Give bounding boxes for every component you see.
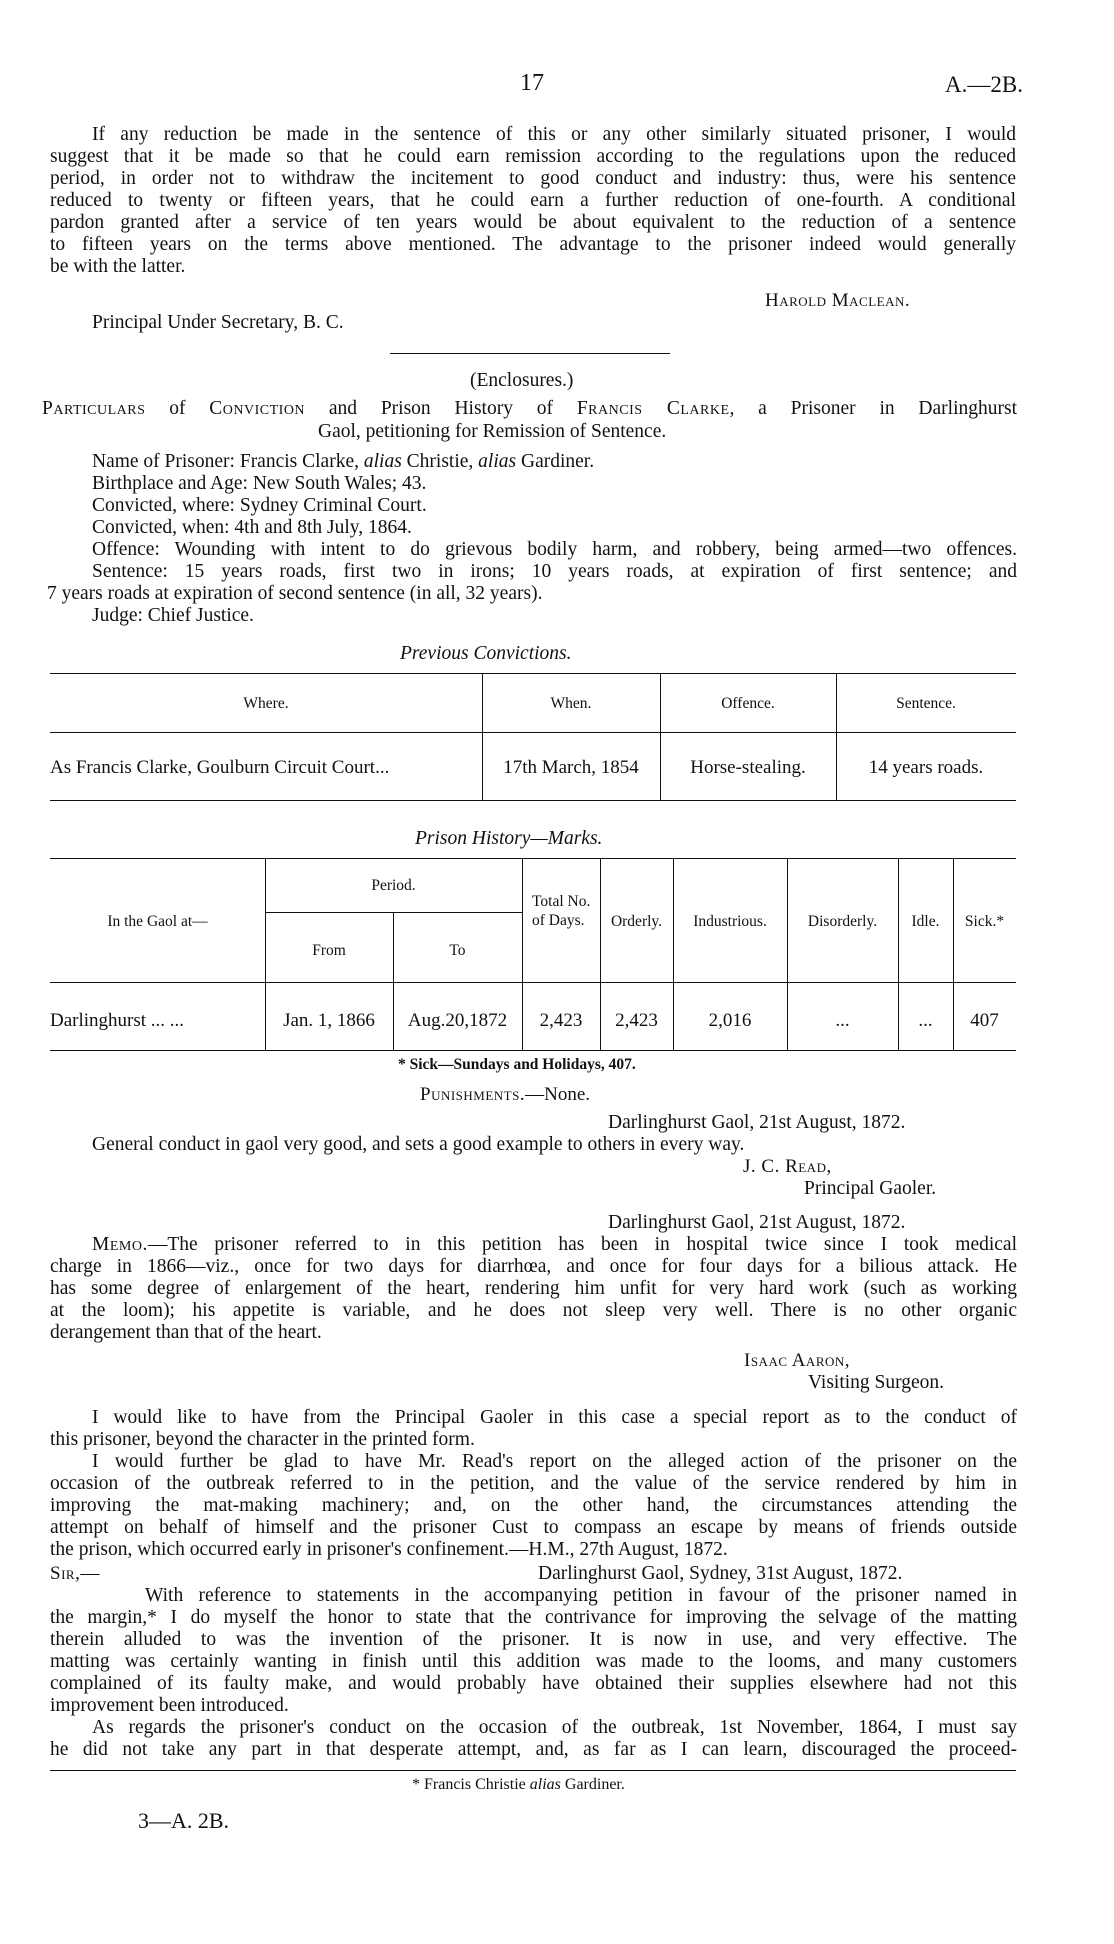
particulars-text: and Prison History of <box>305 398 577 419</box>
intro-line: suggest that it be made so that he could earn remission according to the regulations upon the reduced <box>50 146 1016 167</box>
cell-disorderly: ... <box>835 1010 850 1031</box>
intro-line: be with the latter. <box>50 256 186 277</box>
footnote-text: * Francis Christie <box>412 1776 530 1793</box>
particulars-heading <box>42 398 1017 421</box>
detail-birthplace: Birthplace and Age: New South Wales; 43. <box>92 473 427 494</box>
memo-line: derangement than that of the heart. <box>50 1322 322 1343</box>
table-divider <box>836 673 837 800</box>
request-line: attempt on behalf of himself and the prisoner Cust to compass an escape by means of friends outside <box>50 1517 1017 1538</box>
letter-line: the margin,* I do myself the honor to state that the contrivance for improving the selvage of the matting <box>50 1607 1017 1628</box>
col-header-total-days: Total No. of Days. <box>532 893 591 929</box>
memo-line <box>92 1234 1017 1257</box>
cell-from: Jan. 1, 1866 <box>283 1010 375 1031</box>
request-line: I would further be glad to have Mr. Read's report on the alleged action of the prisoner on the <box>92 1451 1017 1472</box>
detail-value: Gardiner. <box>516 451 595 472</box>
cell-where: As Francis Clarke, Goulburn Circuit Court... <box>50 757 390 778</box>
table-rule <box>50 732 1016 733</box>
memo-line: charge in 1866—viz., once for two days for diarrhœa, and once for four days for a bilious attack. He <box>50 1256 1017 1277</box>
letter-date: Darlinghurst Gaol, Sydney, 31st August, 1872. <box>538 1563 903 1584</box>
col-header-from: From <box>312 942 346 959</box>
particulars-word: Particulars <box>42 398 146 419</box>
punishments-line <box>420 1084 590 1106</box>
separator-rule <box>390 353 670 354</box>
memo-line: has some degree of enlargement of the heart, rendering him unfit for very hard work (such as working <box>50 1278 1017 1299</box>
gaoler-report-date: Darlinghurst Gaol, 21st August, 1872. <box>608 1112 906 1133</box>
intro-line: reduced to twenty or fifteen years, that he could earn a further reduction of one-fourth. A conditional <box>50 190 1016 211</box>
col-header-sick: Sick.* <box>964 913 1005 930</box>
memo-label: Memo. <box>92 1234 148 1255</box>
col-header-offence: Offence. <box>721 695 775 712</box>
addressee: Principal Under Secretary, B. C. <box>92 312 344 333</box>
signature-mark: 3—A. 2B. <box>138 1808 230 1833</box>
punishments-label: Punishments. <box>420 1084 526 1105</box>
signature-isaac-aaron: Isaac Aaron, <box>744 1350 851 1371</box>
request-line: this prisoner, beyond the character in the printed form. <box>50 1429 475 1450</box>
gaoler-report-text: General conduct in gaol very good, and sets a good example to others in every way. <box>92 1134 745 1155</box>
intro-line: to fifteen years on the terms above mentioned. The advantage to the prisoner indeed would generally <box>50 234 1016 255</box>
margin-footnote <box>412 1776 625 1794</box>
intro-line: pardon granted after a service of ten years would be about equivalent to the reduction of a sentence <box>50 212 1016 233</box>
gaoler-title: Principal Gaoler. <box>804 1178 937 1199</box>
letter-line: complained of its faulty make, and would probably have obtained their supplies elsewhere had not this <box>50 1673 1017 1694</box>
particulars-heading-line2: Gaol, petitioning for Remission of Sentence. <box>318 421 667 442</box>
cell-total: 2,423 <box>539 1010 583 1031</box>
intro-line: If any reduction be made in the sentence of this or any other similarly situated prisoner, I would <box>92 124 1016 145</box>
memo-date: Darlinghurst Gaol, 21st August, 1872. <box>608 1212 906 1233</box>
footer-rule <box>50 1770 1016 1771</box>
letter-line: With reference to statements in the accompanying petition in favour of the prisoner named in <box>145 1585 1017 1606</box>
cell-offence: Horse-stealing. <box>690 757 806 778</box>
letter-line: therein alluded to was the invention of the prisoner. It is now in use, and very effective. The <box>50 1629 1017 1650</box>
detail-name <box>92 451 594 473</box>
alias-word: alias <box>529 1776 561 1793</box>
detail-sentence-cont: 7 years roads at expiration of second sentence (in all, 32 years). <box>47 583 543 604</box>
col-header-period: Period. <box>371 877 416 894</box>
table-rule <box>50 982 1016 983</box>
detail-sentence: Sentence: 15 years roads, first two in irons; 10 years roads, at expiration of first sentence; and <box>92 561 1017 582</box>
memo-text: —The prisoner referred to in this petition has been in hospital twice since I took medical <box>147 1234 1017 1255</box>
conviction-word: Conviction <box>209 398 306 419</box>
intro-line: period, in order not to withdraw the incitement to good conduct and industry: thus, were his sentence <box>50 168 1016 189</box>
col-header-orderly: Orderly. <box>610 913 663 930</box>
cell-industrious: 2,016 <box>708 1010 752 1031</box>
cell-gaol: Darlinghurst ... ... <box>50 1010 185 1031</box>
cell-orderly: 2,423 <box>615 1010 658 1031</box>
memo-line: at the loom); his appetite is variable, and he does not sleep very well. There is no other organic <box>50 1300 1017 1321</box>
sick-footnote: * Sick—Sundays and Holidays, 407. <box>398 1056 636 1073</box>
document-reference: A.—2B. <box>945 72 1023 97</box>
table-divider <box>482 673 483 800</box>
signature-harold-maclean: Harold Maclean. <box>765 290 911 311</box>
letter-line: he did not take any part in that desperate attempt, and, as far as I can learn, discouraged the proceed- <box>50 1739 1017 1760</box>
alias-word: alias <box>363 451 402 472</box>
col-header-when: When. <box>550 695 592 712</box>
signature-j-c-read: J. C. Read, <box>743 1156 832 1177</box>
table-rule <box>50 673 1016 674</box>
cell-when: 17th March, 1854 <box>503 757 639 778</box>
col-header-idle: Idle. <box>911 913 940 930</box>
detail-convicted-when: Convicted, when: 4th and 8th July, 1864. <box>92 517 412 538</box>
prison-history-title: Prison History—Marks. <box>415 828 603 849</box>
table-rule <box>50 800 1016 801</box>
particulars-of: of <box>145 398 210 419</box>
footnote-text: Gardiner. <box>560 1776 625 1793</box>
detail-value: Christie, <box>401 451 479 472</box>
request-line: the prison, which occurred early in prisoner's confinement.—H.M., 27th August, 1872. <box>50 1539 728 1560</box>
letter-line: improvement been introduced. <box>50 1695 289 1716</box>
table-rule <box>50 1050 1016 1051</box>
col-header-gaol: In the Gaol at— <box>107 913 208 930</box>
detail-offence: Offence: Wounding with intent to do grievous bodily harm, and robbery, being armed—two offences. <box>92 539 1017 560</box>
particulars-text-2: , a Prisoner in Darlinghurst <box>729 398 1017 419</box>
detail-label: Name of Prisoner: <box>92 451 235 472</box>
detail-convicted-where: Convicted, where: Sydney Criminal Court. <box>92 495 427 516</box>
cell-sentence: 14 years roads. <box>868 757 984 778</box>
request-line: improving the mat-making machinery; and, on the other hand, the circumstances attending the <box>50 1495 1017 1516</box>
detail-judge: Judge: Chief Justice. <box>92 605 254 626</box>
punishments-value: —None. <box>525 1084 591 1105</box>
letter-salutation: Sir,— <box>50 1563 100 1584</box>
request-line: occasion of the outbreak referred to in the petition, and the value of the service rendered by him in <box>50 1473 1017 1494</box>
col-header-sentence: Sentence. <box>896 695 956 712</box>
alias-word: alias <box>478 451 517 472</box>
col-header-to: To <box>449 942 466 959</box>
page-number: 17 <box>520 70 544 96</box>
enclosures-heading: (Enclosures.) <box>470 370 574 391</box>
table-rule <box>50 858 1016 859</box>
col-header-industrious: Industrious. <box>693 913 767 930</box>
letter-line: matting was certainly wanting in finish until this addition was made to the looms, and many customers <box>50 1651 1017 1672</box>
letter-line: As regards the prisoner's conduct on the occasion of the outbreak, 1st November, 1864, I must say <box>92 1717 1017 1738</box>
col-header-disorderly: Disorderly. <box>807 913 878 930</box>
detail-value: Francis Clarke, <box>234 451 364 472</box>
prisoner-name: Francis Clarke <box>576 398 730 419</box>
cell-idle: ... <box>918 1010 933 1031</box>
table-divider <box>660 673 661 800</box>
cell-sick: 407 <box>970 1010 999 1031</box>
request-line: I would like to have from the Principal Gaoler in this case a special report as to the conduct of <box>92 1407 1017 1428</box>
previous-convictions-title: Previous Convictions. <box>400 643 572 664</box>
col-header-where: Where. <box>243 695 289 712</box>
cell-to: Aug.20,1872 <box>407 1010 508 1031</box>
surgeon-title: Visiting Surgeon. <box>808 1372 945 1393</box>
